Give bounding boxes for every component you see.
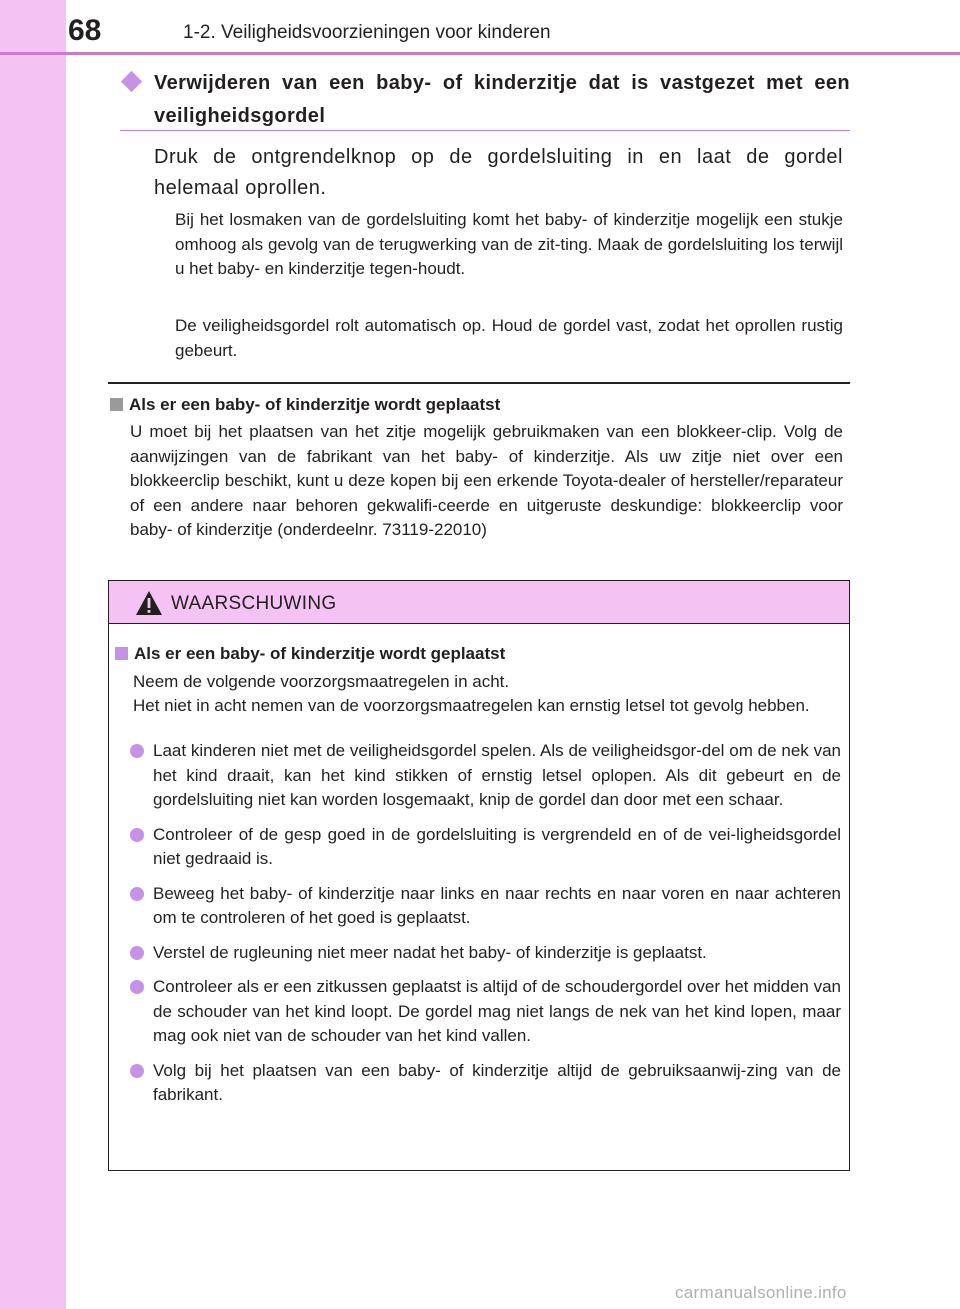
list-item-text: Controleer als er een zitkussen geplaatst is altijd of de schoudergordel over het midden van de schouder van het kind loopt. De gordel mag niet langs de nek van het kind lopen, maar mag ook niet van de schouder van het kind vallen. [153, 977, 841, 1045]
warning-triangle-icon [135, 590, 163, 616]
info-body: U moet bij het plaatsen van het zitje mogelijk gebruikmaken van een blokkeer-clip. Volg de aanwijzingen van de fabrikant van het baby- of kinderzitje. Als uw zitje niet over een blokkeerclip beschikt, kunt u deze kopen bij een erkende Toyota-dealer of hersteller/reparateur of een andere naar behoren gekwalifi-ceerde en uitgeruste deskundige: blokkeerclip voor baby- of kinderzitje (onderdeelnr. 73119-22010) [130, 422, 843, 539]
diamond-bullet-icon [121, 71, 142, 92]
circle-bullet-icon [130, 744, 144, 758]
header-rule [0, 52, 960, 55]
note-paragraph: De veiligheidsgordel rolt automatisch op. Houd de gordel vast, zodat het oprollen rustig gebeurt. [175, 316, 843, 360]
section-divider [108, 382, 850, 384]
list-item-text: Laat kinderen niet met de veiligheidsgordel spelen. Als de veiligheidsgor-del om de nek van het kind draait, kan het kind stikken of ernstig letsel oplopen. Als dit gebeurt en de gordelsluiting niet kan worden losgemaakt, knip de gordel dan door met een schaar. [153, 741, 841, 809]
list-item-text: Controleer of de gesp goed in de gordelsluiting is vergrendeld en of de vei-ligheidsgordel niet gedraaid is. [153, 824, 841, 868]
warning-intro [133, 670, 833, 718]
list-item [119, 1059, 841, 1108]
warning-label: WAARSCHUWING [171, 593, 337, 614]
circle-bullet-icon [130, 828, 144, 842]
watermark: carmanualsonline.info [675, 1283, 847, 1302]
warning-title-text: Als er een baby- of kinderzitje wordt geplaatst [134, 644, 506, 663]
circle-bullet-icon [130, 887, 144, 901]
list-item-text: Beweeg het baby- of kinderzitje naar links en naar rechts en naar voren en naar achteren om te controleren of het goed is geplaatst. [153, 883, 841, 927]
warning-bullet-list [119, 739, 841, 1118]
list-item [119, 975, 841, 1049]
subheading-rule [120, 130, 850, 131]
list-item [119, 941, 841, 966]
step-instruction: Druk de ontgrendelknop op de gordelsluiting in en laat de gordel helemaal oprollen. [154, 146, 843, 199]
warning-intro-line: Neem de volgende voorzorgsmaatregelen in acht. [133, 672, 510, 691]
square-bullet-icon [115, 647, 128, 660]
subheading-text: Verwijderen van een baby- of kinderzitje dat is vastgezet met een veiligheidsgordel [154, 72, 850, 127]
warning-title [115, 642, 505, 666]
square-bullet-icon [110, 398, 123, 411]
list-item-text: Verstel de rugleuning niet meer nadat het baby- of kinderzitje is geplaatst. [153, 942, 707, 962]
list-item [119, 739, 841, 813]
circle-bullet-icon [130, 1064, 144, 1078]
warning-header [109, 581, 849, 624]
list-item [119, 882, 841, 931]
subheading [120, 67, 850, 133]
list-item-text: Volg bij het plaatsen van een baby- of kinderzitje altijd de gebruiksaanwij-zing van de fabrikant. [153, 1060, 841, 1104]
circle-bullet-icon [130, 980, 144, 994]
page-number: 68 [68, 14, 102, 47]
warning-box [108, 580, 850, 1171]
page-sidebar [0, 0, 66, 1309]
info-title [110, 393, 500, 417]
section-title: 1-2. Veiligheidsvoorzieningen voor kinderen [183, 22, 551, 43]
note-paragraph: Bij het losmaken van de gordelsluiting komt het baby- of kinderzitje mogelijk een stukje omhoog als gevolg van de terugwerking van de zit-ting. Maak de gordelsluiting los terwijl u het baby- en kinderzitje tegen-houdt. [175, 210, 843, 278]
list-item [119, 823, 841, 872]
circle-bullet-icon [130, 946, 144, 960]
warning-intro-line: Het niet in acht nemen van de voorzorgsmaatregelen kan ernstig letsel tot gevolg hebben. [133, 696, 810, 715]
info-title-text: Als er een baby- of kinderzitje wordt geplaatst [129, 395, 501, 414]
